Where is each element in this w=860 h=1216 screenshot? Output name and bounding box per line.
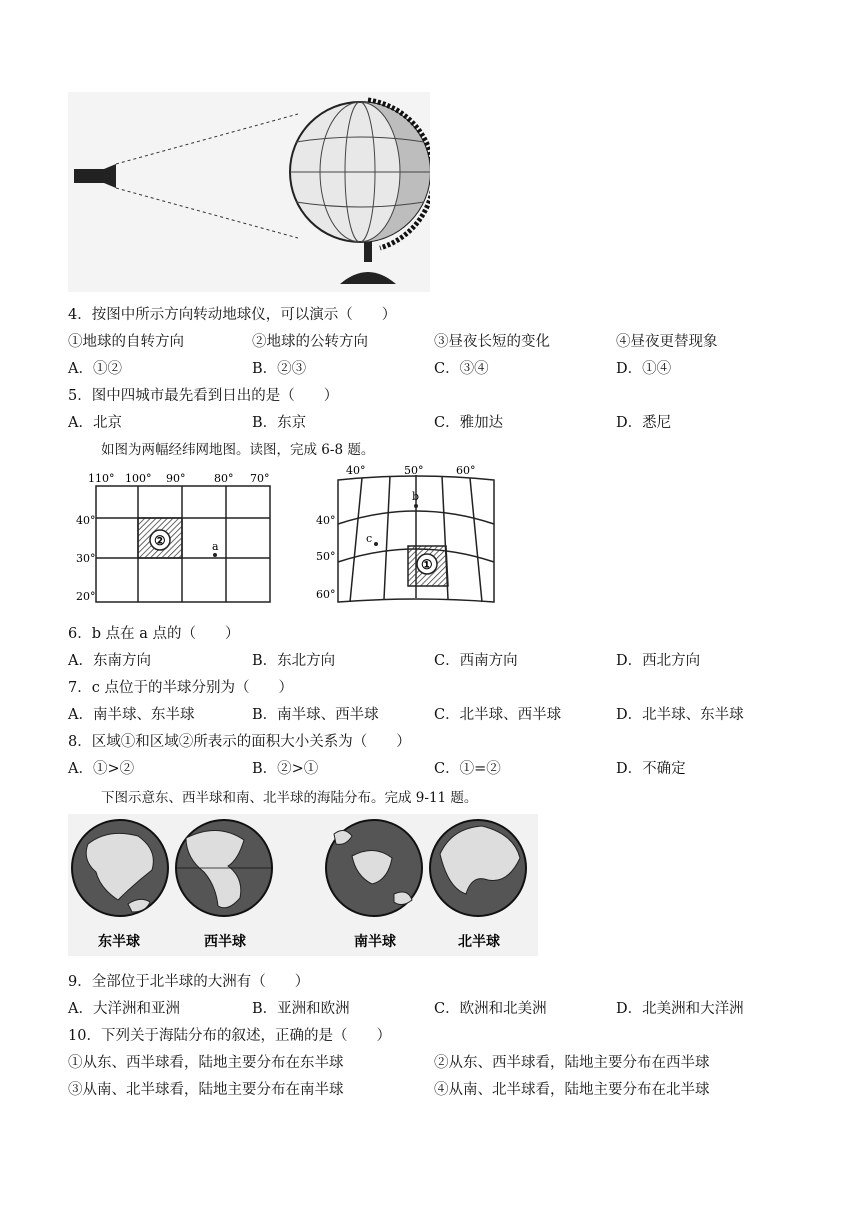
intro-6-8: 如图为两幅经纬网地图。读图，完成 6-8 题。 (101, 442, 375, 458)
q6-option-a: A．东南方向 (68, 653, 151, 669)
intro-9-11: 下图示意东、西半球和南、北半球的海陆分布。完成 9-11 题。 (101, 790, 478, 806)
point-b-label: b (412, 490, 420, 503)
q10-item-1: ①从东、西半球看，陆地主要分布在东半球 (68, 1055, 344, 1071)
point-c-label: c (366, 532, 373, 545)
lat-label: 30° (76, 552, 96, 565)
q9-stem: 9．全部位于北半球的大洲有（ ） (68, 974, 310, 990)
lat-label: 60° (316, 588, 336, 601)
q4-option-a: A．①② (68, 361, 122, 377)
label-eastern-hemisphere: 东半球 (98, 934, 140, 950)
q7-option-a: A．南半球、东半球 (68, 707, 195, 723)
q7-stem: 7．c 点位于的半球分别为（ ） (68, 680, 293, 696)
q9-option-a: A．大洋洲和亚洲 (68, 1001, 180, 1017)
lon-label: 60° (456, 464, 476, 477)
lon-label: 110° (88, 472, 115, 485)
q10-item-3: ③从南、北半球看，陆地主要分布在南半球 (68, 1082, 344, 1098)
q6-stem: 6．b 点在 a 点的（ ） (68, 626, 240, 642)
q8-stem: 8．区域①和区域②所表示的面积大小关系为（ ） (68, 734, 411, 750)
q5-stem: 5．图中四城市最先看到日出的是（ ） (68, 388, 339, 404)
southern-hemisphere-globe-icon (326, 820, 422, 916)
q8-option-c: C．①=② (434, 761, 501, 777)
lon-label: 70° (250, 472, 270, 485)
q8-option-d: D．不确定 (616, 761, 686, 777)
q7-option-c: C．北半球、西半球 (434, 707, 562, 723)
q5-option-c: C．雅加达 (434, 415, 504, 431)
hemispheres-figure (68, 814, 538, 956)
q4-option-c: C．③④ (434, 361, 489, 377)
flashlight-icon (74, 169, 104, 183)
label-western-hemisphere: 西半球 (204, 934, 246, 950)
q10-stem: 10．下列关于海陆分布的叙述，正确的是（ ） (68, 1028, 391, 1044)
q7-option-b: B．南半球、西半球 (252, 707, 379, 723)
q10-item-4: ④从南、北半球看，陆地主要分布在北半球 (434, 1082, 710, 1098)
graticule-map-left (70, 468, 278, 608)
q6-option-c: C．西南方向 (434, 653, 518, 669)
q10-item-2: ②从东、西半球看，陆地主要分布在西半球 (434, 1055, 710, 1071)
lon-label: 40° (346, 464, 366, 477)
lon-label: 80° (214, 472, 234, 485)
lat-label: 50° (316, 550, 336, 563)
q6-option-d: D．西北方向 (616, 653, 701, 669)
graticule-map-right (312, 462, 512, 610)
q8-option-a: A．①>② (68, 761, 135, 777)
q6-option-b: B．东北方向 (252, 653, 336, 669)
q8-option-b: B．②>① (252, 761, 319, 777)
lon-label: 50° (404, 464, 424, 477)
q4-item-2: ②地球的公转方向 (252, 334, 368, 350)
lat-label: 40° (316, 514, 336, 527)
q9-option-b: B．亚洲和欧洲 (252, 1001, 350, 1017)
q5-option-b: B．东京 (252, 415, 307, 431)
q4-item-4: ④昼夜更替现象 (616, 334, 718, 350)
region-2-label: ② (154, 534, 166, 549)
point-a-label: a (212, 540, 219, 553)
q7-option-d: D．北半球、东半球 (616, 707, 744, 723)
northern-hemisphere-globe-icon (430, 820, 526, 916)
q4-option-d: D．①④ (616, 361, 672, 377)
q4-stem: 4．按图中所示方向转动地球仪，可以演示（ ） (68, 307, 397, 323)
q9-option-d: D．北美洲和大洋洲 (616, 1001, 744, 1017)
lon-label: 90° (166, 472, 186, 485)
q9-option-c: C．欧洲和北美洲 (434, 1001, 547, 1017)
q4-item-1: ①地球的自转方向 (68, 334, 184, 350)
label-southern-hemisphere: 南半球 (354, 934, 396, 950)
lat-label: 40° (76, 514, 96, 527)
q5-option-a: A．北京 (68, 415, 122, 431)
q4-item-3: ③昼夜长短的变化 (434, 334, 550, 350)
eastern-hemisphere-globe-icon (72, 820, 168, 916)
globe-figure (68, 92, 430, 292)
region-1-label: ① (421, 558, 433, 573)
label-northern-hemisphere: 北半球 (458, 934, 500, 950)
q5-option-d: D．悉尼 (616, 415, 672, 431)
lon-label: 100° (125, 472, 152, 485)
western-hemisphere-globe-icon (176, 820, 272, 916)
q4-option-b: B．②③ (252, 361, 307, 377)
lat-label: 20° (76, 590, 96, 603)
